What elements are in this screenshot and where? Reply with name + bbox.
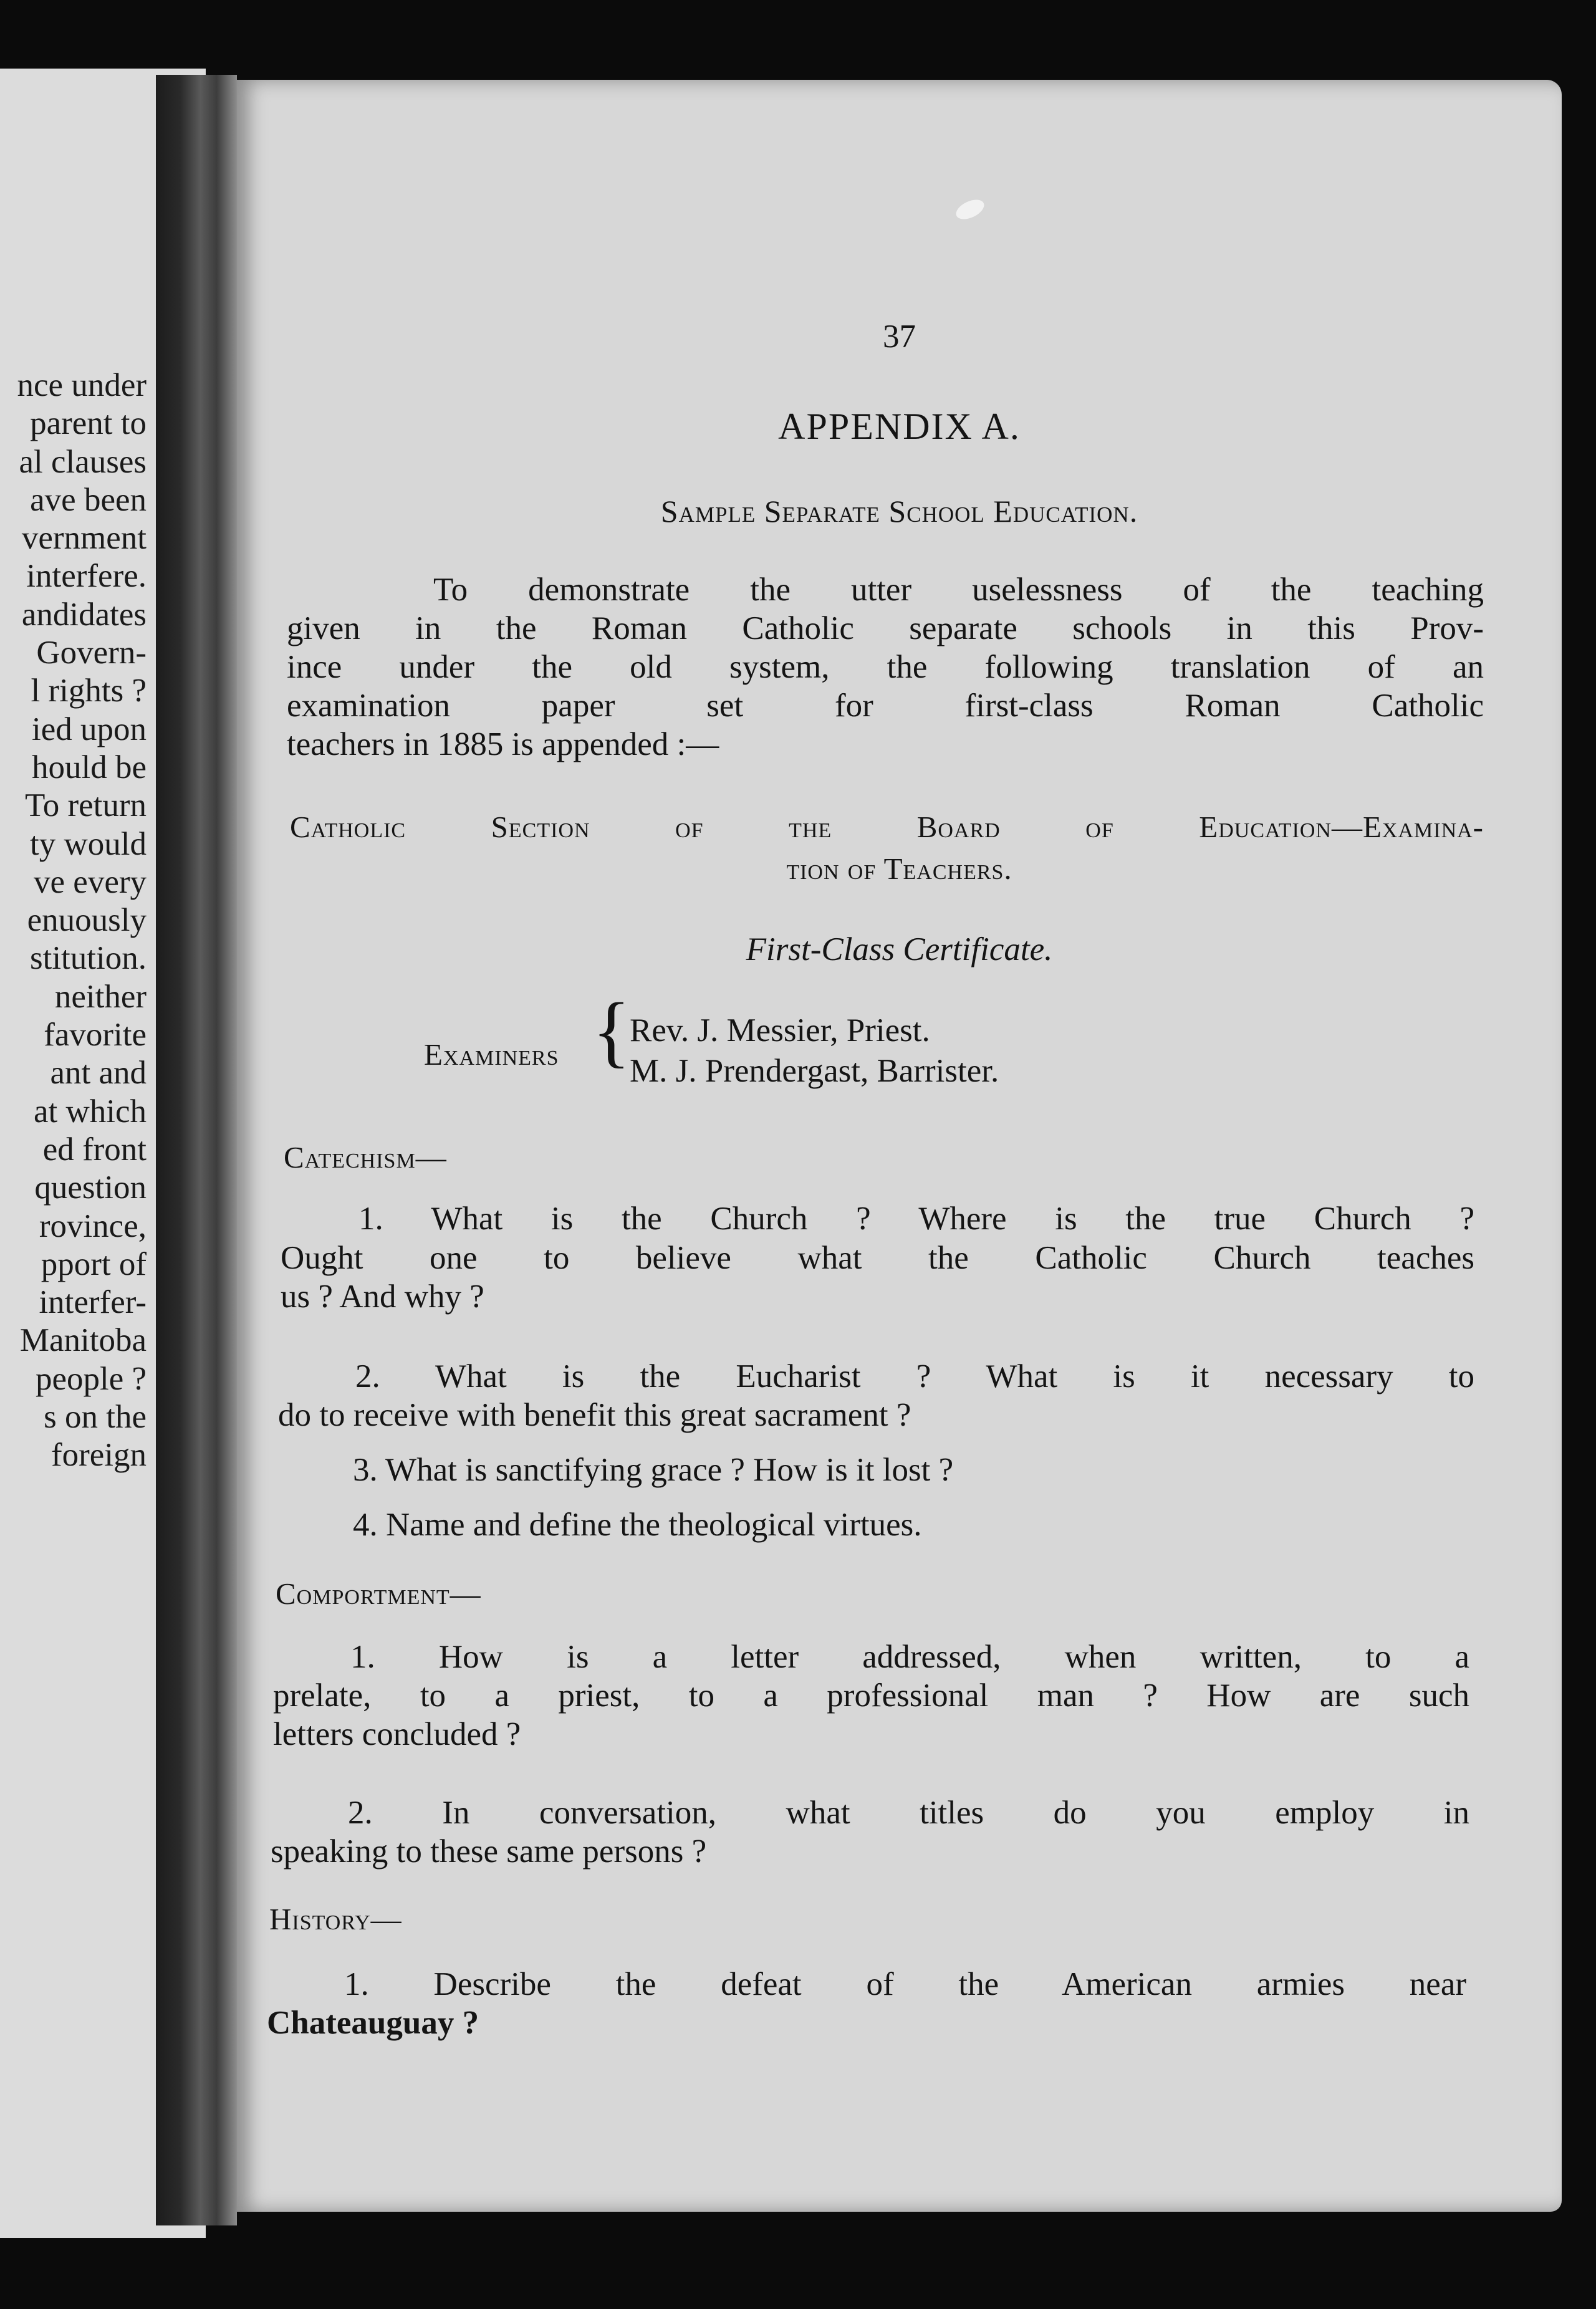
left-page-line: interfer- [39, 1284, 147, 1321]
left-page-line: people ? [35, 1360, 147, 1397]
intro-line: To demonstrate the utter uselessness of the teaching [433, 572, 1484, 608]
left-page-line: foreign [50, 1437, 147, 1474]
catechism-line: us ? And why ? [281, 1279, 484, 1315]
left-page-line: l rights ? [31, 673, 147, 709]
examiner-name: M. J. Prendergast, Barrister. [630, 1053, 999, 1089]
page-number: 37 [883, 319, 916, 355]
comportment-line: prelate, to a priest, to a professional man ? How are such [273, 1678, 1469, 1714]
paper-speck [953, 196, 987, 223]
left-page-line: at which [33, 1093, 147, 1130]
left-page-line: neither [54, 978, 147, 1015]
history-line: 1. Describe the defeat of the American armies near [344, 1966, 1466, 2002]
left-page-line: nce under [17, 367, 147, 403]
left-page-line: ty would [30, 825, 147, 862]
catechism-line: 4. Name and define the theological virtues. [353, 1507, 922, 1543]
left-page-line: interfere. [26, 558, 147, 595]
left-page-line: Govern- [36, 635, 147, 671]
book-gutter [156, 75, 237, 2225]
intro-line: examination paper set for first-class Roman Catholic [287, 688, 1484, 724]
brace-glyph: { [592, 987, 631, 1075]
board-heading: Catholic Section of the Board of Education—Examina- [290, 810, 1484, 844]
comportment-line: 1. How is a letter addressed, when written, to a [350, 1639, 1469, 1675]
left-page-line: stitution. [29, 940, 147, 977]
catechism-line: 1. What is the Church ? Where is the true Church ? [358, 1201, 1474, 1237]
left-page-text [17, 367, 147, 1475]
left-page-line: al clauses [19, 443, 147, 480]
page [237, 80, 1562, 2212]
left-page-line: ant and [50, 1055, 147, 1092]
intro-line: teachers in 1885 is appended :— [287, 726, 719, 762]
comportment-line: 2. In conversation, what titles do you employ in [348, 1795, 1469, 1831]
comportment-heading: Comportment— [276, 1577, 481, 1611]
left-page-line: parent to [30, 405, 147, 442]
intro-line: ince under the old system, the following translation of an [287, 649, 1484, 685]
catechism-line: 3. What is sanctifying grace ? How is it lost ? [353, 1452, 954, 1488]
left-page-line: ve every [34, 863, 147, 900]
left-page-line: question [34, 1169, 147, 1206]
catechism-line: do to receive with benefit this great sacrament ? [278, 1397, 911, 1433]
left-page-line: favorite [44, 1017, 147, 1054]
left-page-line: andidates [21, 596, 147, 633]
left-page-line: enuously [27, 902, 147, 939]
comportment-line: letters concluded ? [273, 1716, 521, 1752]
catechism-line: 2. What is the Eucharist ? What is it necessary to [355, 1358, 1474, 1395]
examiners-label: Examiners [424, 1037, 559, 1072]
left-page-line: s on the [44, 1399, 147, 1436]
left-page-line: To return [25, 787, 147, 824]
left-page-line: ed front [42, 1131, 147, 1168]
section-title: Sample Separate School Education. [660, 494, 1138, 529]
left-page-line: pport of [41, 1246, 147, 1282]
catechism-line: Ought one to believe what the Catholic Church teaches [281, 1240, 1474, 1276]
left-page-line: ave been [30, 481, 147, 518]
board-heading-cont: tion of Teachers. [786, 852, 1012, 886]
left-page-line: rovince, [39, 1207, 147, 1244]
history-line: Chateauguay ? [267, 2005, 479, 2041]
history-heading: History— [269, 1902, 402, 1936]
left-page-line: vernment [21, 520, 147, 557]
intro-line: given in the Roman Catholic separate schools in this Prov- [287, 610, 1484, 646]
left-page-line: Manitoba [19, 1322, 147, 1359]
certificate-title: First-Class Certificate. [746, 931, 1053, 967]
left-page-line: hould be [32, 749, 147, 785]
appendix-title: APPENDIX A. [778, 406, 1021, 447]
comportment-line: speaking to these same persons ? [271, 1833, 707, 1870]
catechism-heading: Catechism— [284, 1140, 447, 1174]
left-page-line: ied upon [32, 711, 147, 747]
examiner-name: Rev. J. Messier, Priest. [630, 1012, 930, 1049]
